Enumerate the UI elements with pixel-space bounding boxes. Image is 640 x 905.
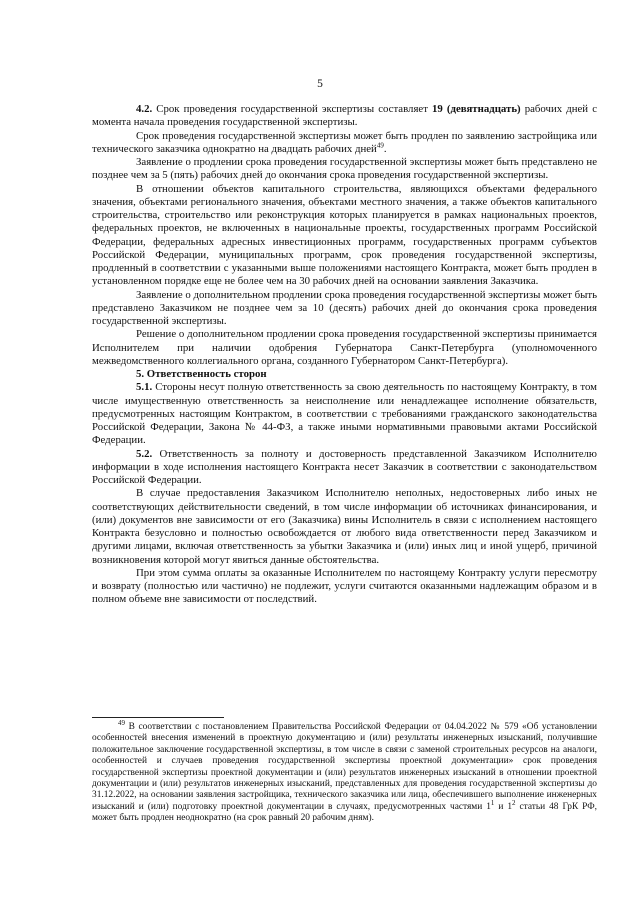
paragraph-5-2: 5.2. Ответственность за полноту и достоверность представленной Заказчиком Исполнителю информации в ходе исполнения настоящего Контракта несет Заказчик в соответствии с законодательством Российской Федерации.: [92, 447, 597, 486]
paragraph-additional-extension: Заявление о дополнительном продлении срока проведения государственной экспертизы может быть представлено Заказчиком не позднее чем за 10 (десять) рабочих дней до окончания срока проведения государственной экспертизы.: [92, 288, 598, 327]
paragraph-4-2: 4.2. Срок проведения государственной экспертизы составляет 19 (девятнадцать) рабочих дней с момента начала проведения государственной экспертизы.: [92, 103, 597, 129]
document-body: [92, 103, 597, 607]
footnote-divider: [92, 717, 224, 718]
paragraph-capital-construction: В отношении объектов капитального строительства, являющихся объектами федерального значения, объектами регионального значения, объектами местного значения, а также объектов капитального строительства, строительство или реконструкция которых планируется в рамках национальных проектов, федеральных проектов, не включенных в национальные проекты, государственных программ Российской Федерации, федеральных адресных инвестиционных программ, государственных программ субъектов Российской Федерации, муниципальных программ, срок проведения государственной экспертизы, продленный в соответствии с указанными выше положениями настоящего Контракта, может быть продлен в установленном порядке еще не более чем на 30 рабочих дней на основании заявления Заказчика.: [92, 182, 597, 288]
footnote-ref[interactable]: 49: [376, 141, 384, 150]
paragraph-5-1: 5.1. Стороны несут полную ответственность за свою деятельность по настоящему Контракту, в том числе имущественную ответственность за неисполнение или ненадлежащее исполнение обязательств, предусмотренных настоящим Контрактом, в соответствии с требованиями гражданского законодательства Российской Федерации, Закона № 44-ФЗ, а также иными нормативными правовыми актами Российской Федерации.: [92, 381, 597, 447]
page-number: 5: [317, 78, 323, 90]
paragraph-liability-case: В случае предоставления Заказчиком Исполнителю неполных, недостоверных либо иных не соответствующих действительности сведений, в том числе информации об источниках финансирования, и (или) документов вне зависимости от его (Заказчика) вины Исполнитель в связи с исполнением настоящего Контракта безусловно и полностью освобождается от любого вида ответственности перед Заказчиком и другими лицами, включая ответственность за убытки Заказчика и (или) иных лиц и иной ущерб, причиной возникновения которой могут явиться данные обстоятельства.: [92, 487, 597, 566]
footnote-mark: 49: [118, 718, 125, 727]
paragraph-payment: При этом сумма оплаты за оказанные Исполнителем по настоящему Контракту услуги пересмотру и возврату (полностью или частично) не подлежит, услуги считаются оказанными надлежащим образом и в полном объеме вне зависимости от последствий.: [92, 566, 597, 606]
paragraph-decision: Решение о дополнительном продлении срока проведения государственной экспертизы принимается Исполнителем при наличии одобрения Губернатора Санкт-Петербурга (уполномоченного межведомственного коллегиального органа, созданного Губернатором Санкт-Петербурга).: [92, 328, 597, 367]
clause-number: 5.2.: [136, 447, 153, 460]
paragraph-extension: Срок проведения государственной экспертизы может быть продлен по заявлению застройщика или технического заказчика однократно на двадцать рабочих дней$^{49}$.: [92, 129, 597, 155]
clause-number: 4.2.: [136, 103, 153, 115]
clause-number: 5.1.: [136, 381, 153, 394]
duration-bold: 19 (девятнадцать): [432, 103, 521, 115]
section-heading: 5. Ответственность сторон: [136, 368, 267, 380]
footnote: $^{49}$ В соответствии с постановлением Правительства Российской Федерации от 04.04.2022 № 579 «Об установлении особенностей внесения изменений в проектную документацию и (или) результаты инженерных изысканий, получившие положительное заключение государственной экспертизы, в том числе в связи с заменой строительных ресурсов на аналоги, особенностей и случаев проведения государственной экспертизы проектной документации» срок проведения государственной экспертизы проектной документации и (или) результатов инженерных изысканий в отношении проектной документации и (или) результатов инженерных изысканий, представленных для проведения государственной экспертизы до 31.12.2022, на основании заявления застройщика, технического заказчика или лица, обеспечившего выполнение инженерных изысканий и (или) подготовку проектной документации в случаях, предусмотренных частями $1^1$ и $1^2$ статьи 48 ГрК РФ, может быть продлен неоднократно (на срок равный 20 рабочим дням).: [92, 718, 597, 824]
paragraph-application: Заявление о продлении срока проведения государственной экспертизы может быть представлено не позднее чем за 5 (пять) рабочих дней до окончания срока проведения государственной экспертизы.: [92, 156, 597, 182]
